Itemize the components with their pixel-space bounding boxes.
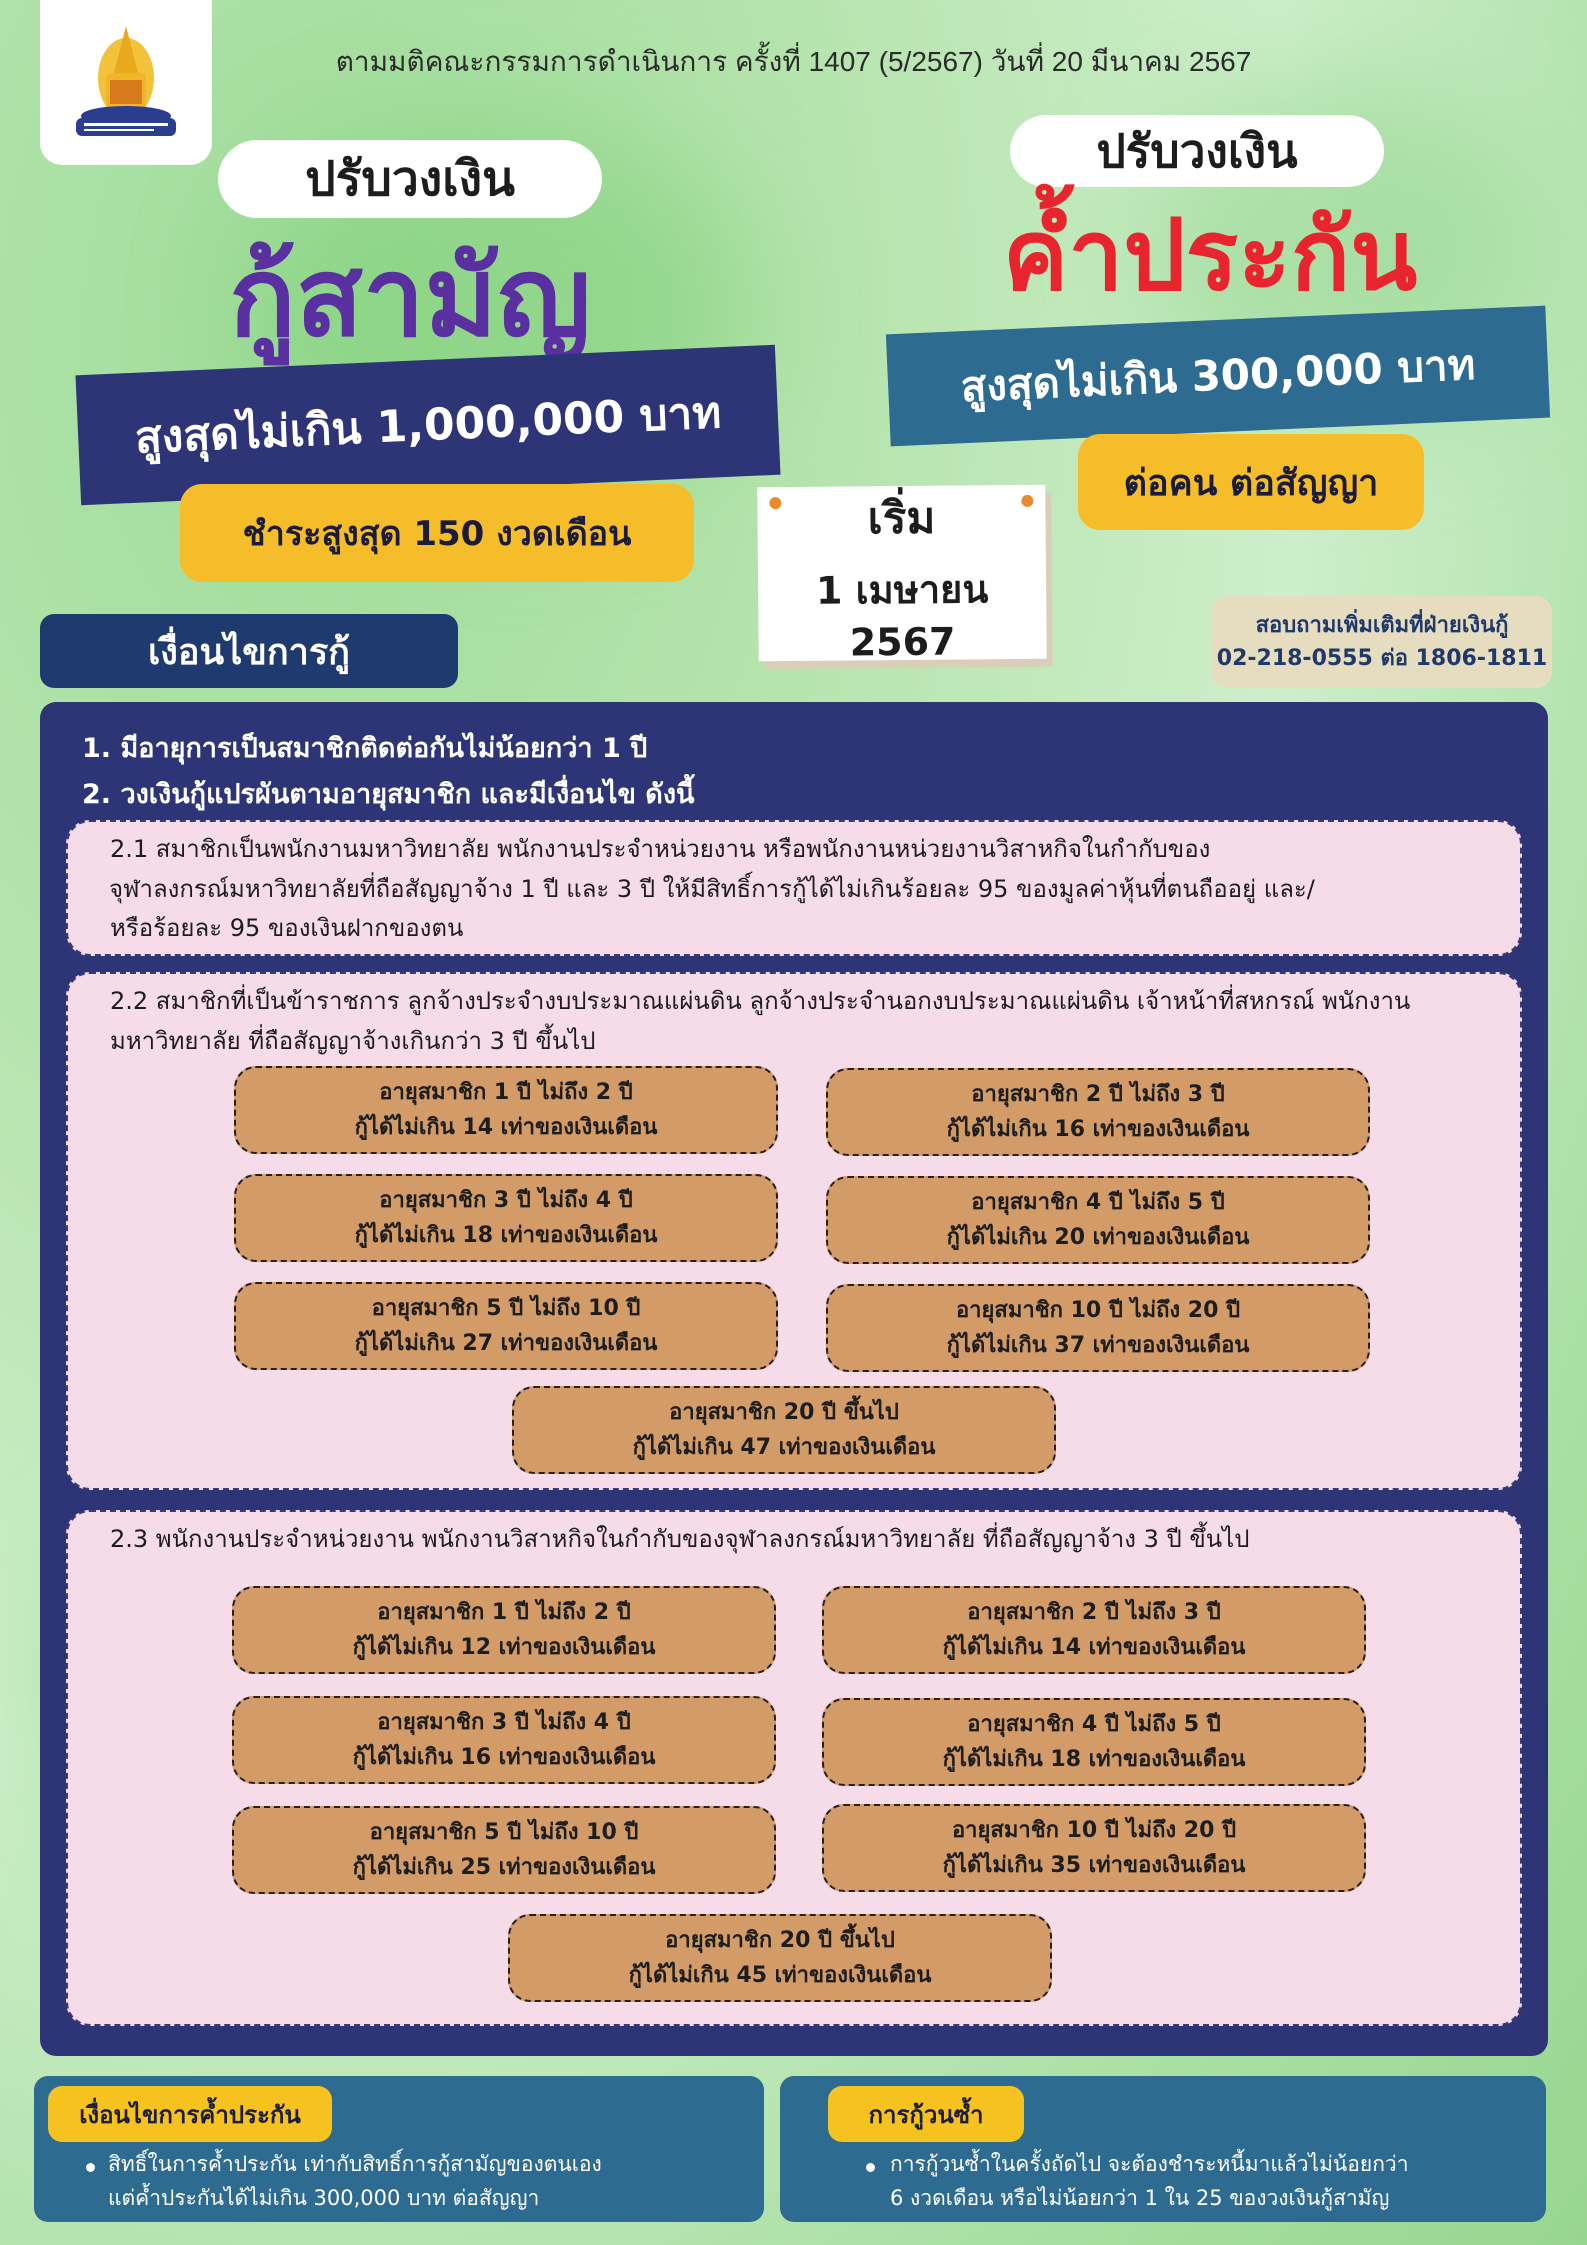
guarantee-line: สิทธิ์ในการค้ำประกัน เท่ากับสิทธิ์การกู้สามัญของตนเอง	[108, 2152, 602, 2176]
tier-card	[826, 1068, 1370, 1156]
right-adjust-pill: ปรับวงเงิน	[1010, 115, 1384, 187]
reloan-line: การกู้วนซ้ำในครั้งถัดไป จะต้องชำระหนี้มาแล้วไม่น้อยกว่า	[890, 2152, 1409, 2176]
section-2-2-line: 2.2 สมาชิกที่เป็นข้าราชการ ลูกจ้างประจำงบประมาณแผ่นดิน ลูกจ้างประจำนอกงบประมาณแผ่นดิน เจ้าหน้าที่สหกรณ์ พนักงาน	[110, 987, 1411, 1015]
start-date: 1 เมษายน 2567	[815, 566, 989, 664]
tier-limit: กู้ได้ไม่เกิน 18 เท่าของเงินเดือน	[942, 1747, 1246, 1772]
tier-card	[822, 1698, 1366, 1786]
tier-limit: กู้ได้ไม่เกิน 18 เท่าของเงินเดือน	[354, 1223, 658, 1248]
tier-card	[826, 1176, 1370, 1264]
pin-icon	[1021, 495, 1033, 507]
per-person-badge: ต่อคน ต่อสัญญา	[1078, 434, 1424, 530]
tier-limit: กู้ได้ไม่เกิน 25 เท่าของเงินเดือน	[352, 1855, 656, 1880]
tier-age: อายุสมาชิก 5 ปี ไม่ถึง 10 ปี	[369, 1819, 639, 1845]
left-adjust-pill: ปรับวงเงิน	[218, 140, 602, 218]
reloan-text	[890, 2148, 1530, 2215]
tier-card	[232, 1806, 776, 1894]
guarantee-line: แต่ค้ำประกันได้ไม่เกิน 300,000 บาท ต่อสัญญา	[108, 2185, 540, 2210]
guarantee-conditions-tab: เงื่อนไขการค้ำประกัน	[48, 2086, 332, 2142]
tier-card	[234, 1174, 778, 1262]
pin-icon	[769, 497, 781, 509]
start-date-card	[757, 485, 1047, 662]
section-2-2-text	[110, 982, 1510, 1061]
tier-limit: กู้ได้ไม่เกิน 16 เท่าของเงินเดือน	[946, 1117, 1250, 1142]
contact-phone: 02-218-0555 ต่อ 1806-1811	[1216, 646, 1548, 671]
tier-limit: กู้ได้ไม่เกิน 12 เท่าของเงินเดือน	[352, 1635, 656, 1660]
tier-card	[232, 1586, 776, 1674]
tier-age: อายุสมาชิก 1 ปี ไม่ถึง 2 ปี	[377, 1599, 631, 1625]
tier-limit: กู้ได้ไม่เกิน 14 เท่าของเงินเดือน	[942, 1635, 1246, 1660]
bullet-icon	[86, 2163, 95, 2172]
section-2-1-line: 2.1 สมาชิกเป็นพนักงานมหาวิทยาลัย พนักงานประจำหน่วยงาน หรือพนักงานหน่วยงานวิสาหกิจในกำกับของ	[110, 835, 1211, 863]
tier-limit: กู้ได้ไม่เกิน 20 เท่าของเงินเดือน	[946, 1225, 1250, 1250]
section-2-2-line: มหาวิทยาลัย ที่ถือสัญญาจ้างเกินกว่า 3 ปี ขึ้นไป	[110, 1026, 596, 1055]
tier-limit: กู้ได้ไม่เกิน 27 เท่าของเงินเดือน	[354, 1331, 658, 1356]
right-promo-title: ค้ำประกัน	[1002, 199, 1418, 313]
tier-card	[512, 1386, 1056, 1474]
tier-age: อายุสมาชิก 20 ปี ขึ้นไป	[669, 1399, 899, 1425]
tier-age: อายุสมาชิก 5 ปี ไม่ถึง 10 ปี	[371, 1295, 641, 1321]
right-limit-banner: สูงสุดไม่เกิน 300,000 บาท	[886, 306, 1550, 447]
tier-card	[826, 1284, 1370, 1372]
tier-limit: กู้ได้ไม่เกิน 47 เท่าของเงินเดือน	[632, 1435, 936, 1460]
tier-limit: กู้ได้ไม่เกิน 14 เท่าของเงินเดือน	[354, 1115, 658, 1140]
installments-badge: ชำระสูงสุด 150 งวดเดือน	[180, 484, 694, 582]
tier-age: อายุสมาชิก 1 ปี ไม่ถึง 2 ปี	[379, 1079, 633, 1105]
section-2-1-line: หรือร้อยละ 95 ของเงินฝากของตน	[110, 914, 464, 943]
tier-age: อายุสมาชิก 3 ปี ไม่ถึง 4 ปี	[379, 1187, 633, 1213]
tier-card	[822, 1586, 1366, 1674]
left-limit-banner: สูงสุดไม่เกิน 1,000,000 บาท	[75, 345, 780, 505]
condition-item-2: 2. วงเงินกู้แปรผันตามอายุสมาชิก และมีเงื่อนไข ดังนี้	[82, 779, 695, 810]
left-promo-title: กู้สามัญ	[229, 233, 591, 361]
tier-age: อายุสมาชิก 4 ปี ไม่ถึง 5 ปี	[971, 1189, 1225, 1215]
tier-card	[508, 1914, 1052, 2002]
section-2-1-text	[110, 830, 1510, 949]
contact-label: สอบถามเพิ่มเติมที่ฝ่ายเงินกู้	[1255, 613, 1509, 638]
guarantee-text	[108, 2148, 748, 2215]
tier-age: อายุสมาชิก 10 ปี ไม่ถึง 20 ปี	[955, 1297, 1241, 1323]
section-2-3-text: 2.3 พนักงานประจำหน่วยงาน พนักงานวิสาหกิจในกำกับของจุฬาลงกรณ์มหาวิทยาลัย ที่ถือสัญญาจ้าง 3 ปี ขึ้นไป	[110, 1525, 1250, 1553]
tier-card	[822, 1804, 1366, 1892]
tier-card	[234, 1282, 778, 1370]
tier-limit: กู้ได้ไม่เกิน 45 เท่าของเงินเดือน	[628, 1963, 932, 1988]
tier-card	[232, 1696, 776, 1784]
reloan-line: 6 งวดเดือน หรือไม่น้อยกว่า 1 ใน 25 ของวงเงินกู้สามัญ	[890, 2185, 1390, 2210]
tier-limit: กู้ได้ไม่เกิน 35 เท่าของเงินเดือน	[942, 1853, 1246, 1878]
reloan-tab: การกู้วนซ้ำ	[828, 2086, 1024, 2142]
loan-conditions-tab: เงื่อนไขการกู้	[40, 614, 458, 688]
contact-info	[1212, 596, 1552, 688]
bullet-icon	[866, 2163, 875, 2172]
tier-limit: กู้ได้ไม่เกิน 16 เท่าของเงินเดือน	[352, 1745, 656, 1770]
tier-card	[234, 1066, 778, 1154]
tier-age: อายุสมาชิก 2 ปี ไม่ถึง 3 ปี	[971, 1081, 1225, 1107]
meeting-note: ตามมติคณะกรรมการดำเนินการ ครั้งที่ 1407 (5/2567) วันที่ 20 มีนาคม 2567	[335, 46, 1252, 77]
tier-age: อายุสมาชิก 4 ปี ไม่ถึง 5 ปี	[967, 1711, 1221, 1737]
section-2-1-line: จุฬาลงกรณ์มหาวิทยาลัยที่ถือสัญญาจ้าง 1 ปี และ 3 ปี ให้มีสิทธิ์การกู้ได้ไม่เกินร้อยละ 95 ของมูลค่าหุ้นที่ตนถืออยู่ และ/	[109, 874, 1315, 903]
condition-item-1: 1. มีอายุการเป็นสมาชิกติดต่อกันไม่น้อยกว่า 1 ปี	[82, 733, 648, 764]
tier-limit: กู้ได้ไม่เกิน 37 เท่าของเงินเดือน	[946, 1333, 1250, 1358]
tier-age: อายุสมาชิก 3 ปี ไม่ถึง 4 ปี	[377, 1709, 631, 1735]
start-label: เริ่ม	[867, 492, 936, 544]
tier-age: อายุสมาชิก 20 ปี ขึ้นไป	[665, 1927, 895, 1953]
tier-age: อายุสมาชิก 2 ปี ไม่ถึง 3 ปี	[967, 1599, 1221, 1625]
tier-age: อายุสมาชิก 10 ปี ไม่ถึง 20 ปี	[951, 1817, 1237, 1843]
